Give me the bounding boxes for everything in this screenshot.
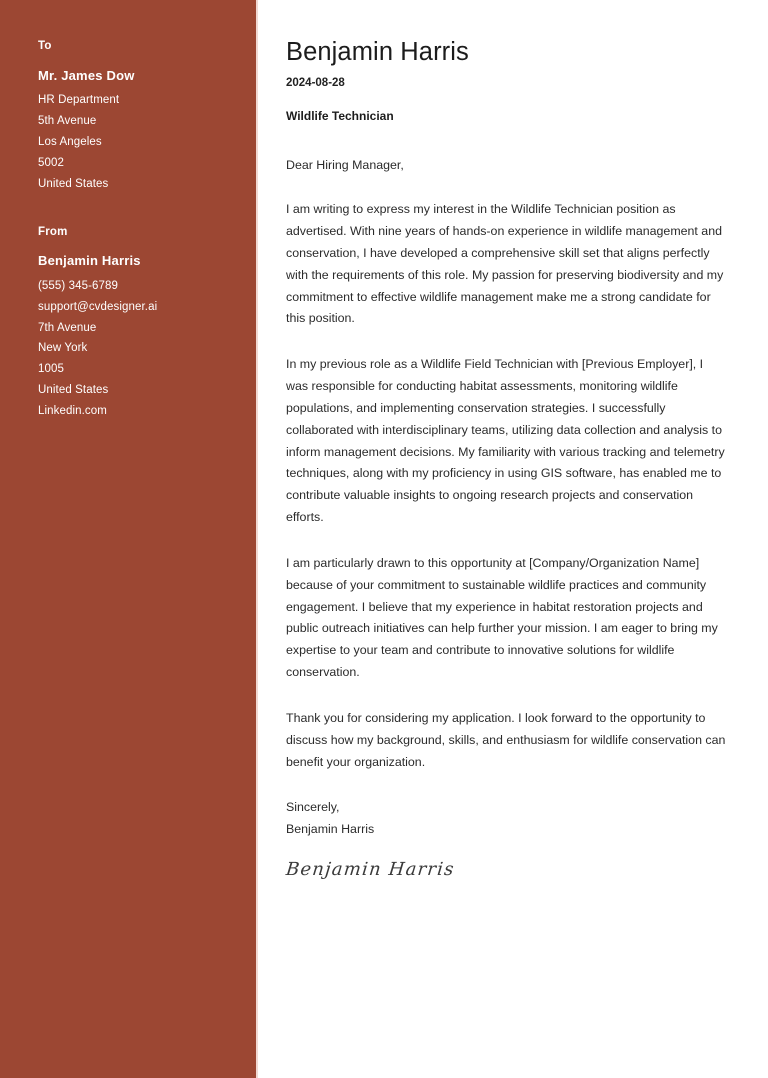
sender-line: United States: [38, 384, 109, 397]
salutation: Dear Hiring Manager,: [286, 157, 404, 172]
sender-phone: (555) 345-6789: [38, 279, 119, 292]
closing-name: Benjamin Harris: [286, 822, 375, 837]
signature: Benjamin Harris: [284, 859, 456, 881]
sender-block: [38, 226, 256, 423]
letter-paragraph: I am particularly drawn to this opportunity at [Company/Organization Name] because of your commitment to sustainable wildlife practices and community engagement. I believe that my experience in habitat restoration projects and public outreach initiatives can help further your mission. I am eager to bring my expertise to your team and contribute to innovative solutions for wildlife conservation.: [286, 555, 718, 680]
closing-block: [286, 797, 728, 841]
letter-paragraph: In my previous role as a Wildlife Field Technician with [Previous Employer], I was responsible for conducting habitat assessments, monitoring wildlife populations, and implementing conservation strategies. I successfully collaborated with interdisciplinary teams, utilizing data collection and analysis to inform management decisions. My familiarity with various tracking and telemetry techniques, along with my proficiency in using GIS software, has enabled me to contribute valuable insights to ongoing research projects and conservation efforts.: [286, 357, 725, 525]
from-label: From: [38, 225, 68, 238]
letter-role: Wildlife Technician: [286, 109, 394, 124]
letter-paragraph: Thank you for considering my application. I look forward to the opportunity to discuss how my background, skills, and enthusiasm for wildlife conservation can benefit your organization.: [286, 710, 726, 769]
sender-line: 7th Avenue: [38, 321, 97, 334]
contact-sidebar: [0, 0, 256, 1078]
sidebar-divider: [256, 0, 258, 1078]
recipient-line: HR Department: [38, 94, 120, 107]
recipient-line: 5th Avenue: [38, 114, 97, 127]
recipient-block: [38, 40, 256, 195]
letter-body: [256, 0, 768, 1078]
page-title: Benjamin Harris: [286, 38, 469, 66]
recipient-line: Los Angeles: [38, 135, 102, 148]
closing-word: Sincerely,: [286, 800, 340, 815]
letter-paragraph: I am writing to express my interest in the Wildlife Technician position as advertised. With nine years of hands-on experience in wildlife management and conservation, I have developed a comprehensive skill set that aligns perfectly with the requirements of this role. My passion for preserving biodiversity and my commitment to effective wildlife management make me a strong candidate for this position.: [286, 202, 724, 326]
to-label: To: [38, 40, 52, 52]
sender-line: 1005: [38, 363, 64, 376]
recipient-name: Mr. James Dow: [38, 67, 135, 83]
sender-linkedin: Linkedin.com: [38, 405, 107, 418]
sender-email: support@cvdesigner.ai: [38, 300, 158, 313]
sender-name: Benjamin Harris: [38, 253, 141, 269]
recipient-line: United States: [38, 177, 109, 190]
letter-date: 2024-08-28: [286, 77, 345, 90]
sender-line: New York: [38, 342, 88, 355]
recipient-line: 5002: [38, 156, 64, 169]
